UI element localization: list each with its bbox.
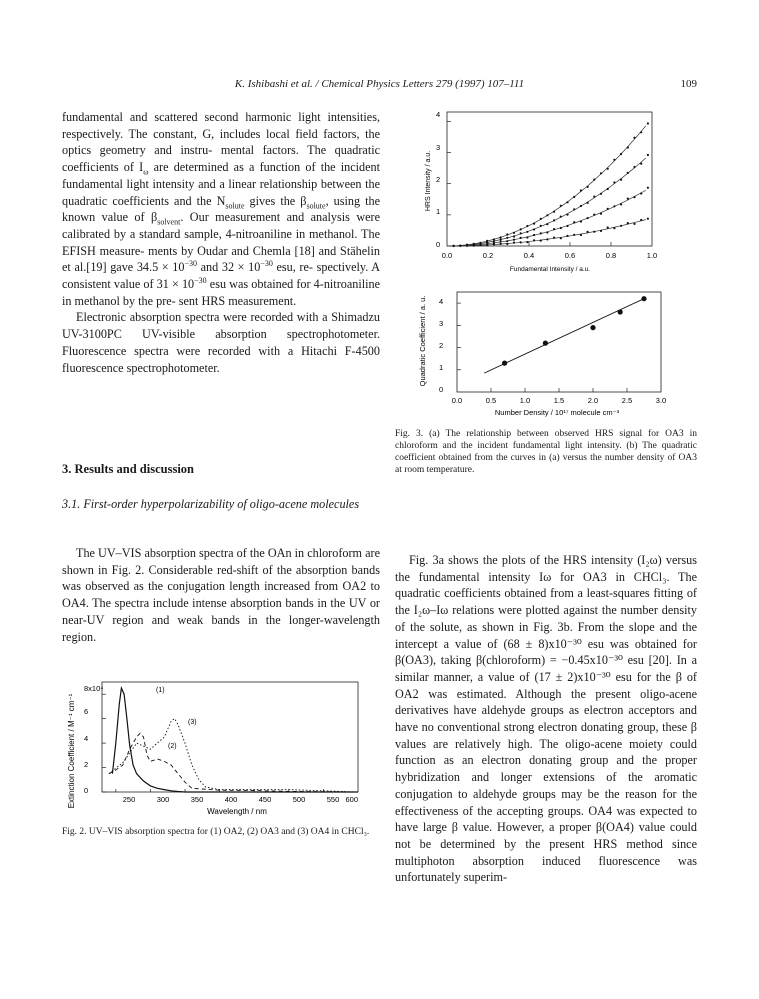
fig3b-xtick: 1.5 bbox=[553, 396, 565, 405]
fig2-xtick: 550 bbox=[326, 795, 340, 804]
fig3a-point bbox=[613, 181, 615, 183]
running-header bbox=[0, 78, 759, 94]
fig3b-ylabel: Quadratic Coefficient / a. u. bbox=[418, 295, 427, 387]
fig3a-chart bbox=[412, 106, 682, 276]
fig3a-point bbox=[553, 237, 555, 239]
fig2-xtick: 400 bbox=[224, 795, 238, 804]
fig3a-point bbox=[520, 228, 522, 230]
running-title: K. Ishibashi et al. / Chemical Physics Letters 279 (1997) 107–111 bbox=[234, 78, 525, 90]
fig3a-point bbox=[513, 232, 515, 234]
right-column-text bbox=[395, 552, 697, 886]
fig3a-point bbox=[640, 219, 642, 221]
fig2-xtick: 350 bbox=[190, 795, 204, 804]
fig3b-frame bbox=[457, 292, 661, 392]
fig3a-point bbox=[546, 238, 548, 240]
fig3a-point bbox=[513, 235, 515, 237]
fig2-chart bbox=[62, 676, 362, 826]
fig3a-point bbox=[513, 239, 515, 241]
fig3a-point bbox=[560, 227, 562, 229]
fig3a-point bbox=[506, 243, 508, 245]
fig3a-point bbox=[627, 198, 629, 200]
paragraph-methods: fundamental and scattered second harmonic light intensities, respectively. The constant, G, includes local field factors, the optics geometry and instru- mental factors. The quadratic coefficients of $I_\omega$ are determined as a function of the incident fundamental light intensity and a linear relationship between the quadratic coefficients and the $N_{solute}$ gives the $\beta_{solute}$, using the known value of $\beta_{solvent}$. Our measurement and analysis were calibrated by a standard sample, 4-nitroaniline in methanol. The EFISH measure- ments by Oudar and Chemla [18] and Stähelin et al.[19] gave $34.5 \times 10^{-30}$ and $32 \times 10^{-30}$ esu, re- spectively. A consistent value of $31 \times 10^{-30}$ esu was obtained for 4-nitroaniline in methanol by the pre- sent HRS measurement. bbox=[62, 110, 381, 308]
fig3a-point bbox=[580, 220, 582, 222]
fig3a-point bbox=[613, 159, 615, 161]
fig2-xtick: 300 bbox=[156, 795, 170, 804]
fig3a-point bbox=[520, 232, 522, 234]
fig3a-point bbox=[607, 208, 609, 210]
fig3a-point bbox=[500, 243, 502, 245]
paragraph-hrs-results: Fig. 3a shows the plots of the HRS intensity (I₂ω) versus the fundamental intensity Iω for OA3 in CHCl₃. The quadratic coefficients obtained from a least-squares fitting of the I₂ω–Iω relations were plotted against the number density of the solute, as shown in Fig. 3b. From the slope and the intercept a value of (68 ± 8)x10⁻³⁰ esu was obtained for β(OA3), taking β(chloroform) = −0.45x10⁻³⁰ esu [20]. In a similar manner, a value of (17 ± 2)x10⁻³⁰ esu for the β of OA2 was estimated. Although the present oligo-acene derivatives have aldehyde groups as electron acceptors and have no conventional strong electron donating group, these β values are relatively high. The oligo-acene moiety could function as an electron donating group and the proper hybridization and longer extensions of the aromatic conjugation to aldehyde groups may be the reason for the effectiveness of the accepting groups. OA4 was expected to have large β value. However, a proper β(OA4) value could not be determined by the present HRS method since multiphoton absorption induced fluorescence was unfortunately superim- bbox=[395, 553, 697, 885]
fig3a-point bbox=[566, 225, 568, 227]
fig2-label-3: (3) bbox=[188, 719, 197, 726]
fig2-xtick: 450 bbox=[258, 795, 272, 804]
fig2-label-2: (2) bbox=[168, 743, 177, 750]
fig3a-ylabel: HRS Intensity / a.u. bbox=[425, 150, 432, 212]
subsection-title: 3.1. First-order hyperpolarizability of oligo-acene molecules bbox=[62, 497, 360, 511]
fig2-ytick: 0 bbox=[84, 786, 89, 795]
fig3a-point bbox=[600, 213, 602, 215]
section-title: 3. Results and discussion bbox=[62, 462, 194, 476]
left-column-text bbox=[62, 109, 380, 376]
fig3a-point bbox=[500, 238, 502, 240]
fig2-caption: Fig. 2. UV–VIS absorption spectra for (1) OA2, (2) OA3 and (3) OA4 in CHCl₃. bbox=[62, 827, 370, 837]
fig3b-xtick: 2.0 bbox=[587, 396, 599, 405]
fig3a-point bbox=[627, 146, 629, 148]
fig3a-point bbox=[566, 214, 568, 216]
fig2-ytick: 6 bbox=[84, 707, 89, 716]
fig3a-point bbox=[633, 223, 635, 225]
fig3a-point bbox=[593, 214, 595, 216]
fig3b-chart bbox=[412, 286, 682, 420]
fig3b-xtick: 0.5 bbox=[485, 396, 497, 405]
fig3a-point bbox=[620, 225, 622, 227]
fig3b-xtick: 0.0 bbox=[451, 396, 463, 405]
fig3a-point bbox=[613, 205, 615, 207]
fig2-series-1 bbox=[112, 688, 358, 792]
fig3a-point bbox=[573, 196, 575, 198]
fig3a-point bbox=[647, 218, 649, 220]
fig3b-point bbox=[641, 296, 646, 301]
fig3a-point bbox=[647, 122, 649, 124]
fig3a-point bbox=[459, 245, 461, 247]
fig3a-point bbox=[580, 189, 582, 191]
fig3a-point bbox=[580, 205, 582, 207]
fig3a-point bbox=[553, 228, 555, 230]
fig3a-point bbox=[647, 187, 649, 189]
fig3a-point bbox=[620, 179, 622, 181]
fig3a-ytick: 4 bbox=[436, 110, 441, 119]
fig2-label-1: (1) bbox=[156, 687, 165, 694]
fig3a-point bbox=[620, 203, 622, 205]
fig3a-point bbox=[493, 243, 495, 245]
fig3a-point bbox=[580, 234, 582, 236]
fig3a-point bbox=[520, 237, 522, 239]
fig3a-point bbox=[627, 222, 629, 224]
fig3a-point bbox=[500, 240, 502, 242]
fig3a-point bbox=[560, 237, 562, 239]
fig3a-point bbox=[600, 193, 602, 195]
fig2-xlabel: Wavelength / nm bbox=[207, 807, 267, 816]
fig3a-point bbox=[566, 235, 568, 237]
fig3a-point bbox=[627, 172, 629, 174]
fig3a-ytick: 2 bbox=[436, 175, 441, 184]
fig2-xtick: 250 bbox=[122, 795, 136, 804]
fig3a-point bbox=[479, 244, 481, 246]
fig3a-point bbox=[526, 241, 528, 243]
fig3a-xtick: 0.2 bbox=[482, 251, 494, 260]
page-number: 109 bbox=[680, 78, 697, 90]
fig3a-point bbox=[533, 228, 535, 230]
fig3a-point bbox=[546, 231, 548, 233]
fig3a-point bbox=[553, 211, 555, 213]
fig3a-point bbox=[466, 245, 468, 247]
fig2-ylabel: Extinction Coefficient / M⁻¹ cm⁻¹ bbox=[67, 693, 76, 809]
fig3a-point bbox=[633, 196, 635, 198]
fig3b-point bbox=[502, 361, 507, 366]
fig3a-point bbox=[593, 196, 595, 198]
fig2-ytick-top: 8x10⁴ bbox=[84, 684, 104, 693]
fig3a-point bbox=[520, 241, 522, 243]
fig3a-point bbox=[593, 179, 595, 181]
fig3a-point bbox=[633, 166, 635, 168]
fig3a-point bbox=[640, 192, 642, 194]
fig3a-point bbox=[613, 227, 615, 229]
fig3a-point bbox=[640, 131, 642, 133]
fig3a-point bbox=[607, 226, 609, 228]
fig3b-ytick: 4 bbox=[439, 297, 444, 306]
fig3a-xtick: 0.6 bbox=[564, 251, 576, 260]
fig3a-point bbox=[526, 225, 528, 227]
fig3a-point bbox=[587, 217, 589, 219]
fig3b-point bbox=[543, 341, 548, 346]
fig2-ytick: 2 bbox=[84, 760, 89, 769]
fig3a-point bbox=[526, 236, 528, 238]
fig3-caption: Fig. 3. (a) The relationship between observed HRS signal for OA3 in chloroform and the incident fundamental light intensity. (b) The quadratic coefficient obtained from the curves in (a) versus the number density of OA3 at room temperature. bbox=[395, 429, 697, 475]
fig3a-point bbox=[540, 232, 542, 234]
fig3a-point bbox=[633, 137, 635, 139]
fig2-ytick: 4 bbox=[84, 734, 89, 743]
fig3a-point bbox=[506, 237, 508, 239]
fig3a-point bbox=[546, 214, 548, 216]
fig3a-point bbox=[533, 234, 535, 236]
fig3a-point bbox=[587, 186, 589, 188]
fig3b-xtick: 2.5 bbox=[621, 396, 633, 405]
fig3a-point bbox=[620, 153, 622, 155]
fig3a-xtick: 1.0 bbox=[646, 251, 658, 260]
fig3b-ytick: 3 bbox=[439, 319, 444, 328]
fig3a-xtick: 0.4 bbox=[523, 251, 535, 260]
fig3a-point bbox=[573, 234, 575, 236]
fig2-frame bbox=[102, 682, 358, 792]
fig3a-point bbox=[647, 154, 649, 156]
fig3a-point bbox=[540, 225, 542, 227]
fig3a-xtick: 0.8 bbox=[605, 251, 617, 260]
fig3a-point bbox=[593, 231, 595, 233]
fig3a-point bbox=[573, 221, 575, 223]
fig3a-point bbox=[600, 230, 602, 232]
fig2-series-3 bbox=[109, 719, 358, 792]
fig3a-point bbox=[600, 172, 602, 174]
fig3b-ytick: 0 bbox=[439, 385, 444, 394]
fig3a-ytick: 0 bbox=[436, 240, 441, 249]
fig2-xtick: 500 bbox=[292, 795, 306, 804]
fig3a-point bbox=[560, 205, 562, 207]
fig3a-ytick: 3 bbox=[436, 143, 441, 152]
fig3a-ytick: 1 bbox=[436, 207, 441, 216]
fig3a-fit-curve bbox=[447, 126, 646, 246]
fig3a-point bbox=[493, 238, 495, 240]
fig3b-xtick: 3.0 bbox=[655, 396, 667, 405]
fig3a-xlabel: Fundamental Intensity / a.u. bbox=[509, 266, 591, 273]
fig3b-xtick: 1.0 bbox=[519, 396, 531, 405]
fig3a-point bbox=[540, 218, 542, 220]
fig3a-point bbox=[486, 244, 488, 246]
fig3a-point bbox=[587, 202, 589, 204]
fig3b-point bbox=[590, 325, 595, 330]
fig3b-point bbox=[618, 309, 623, 314]
fig3b-ytick: 2 bbox=[439, 341, 444, 350]
fig3a-point bbox=[453, 245, 455, 247]
fig3a-point bbox=[533, 223, 535, 225]
fig3a-point bbox=[560, 216, 562, 218]
fig3a-point bbox=[506, 233, 508, 235]
fig3a-point bbox=[540, 240, 542, 242]
fig3a-point bbox=[587, 231, 589, 233]
fig3a-point bbox=[506, 240, 508, 242]
fig3a-point bbox=[640, 163, 642, 165]
fig3a-point bbox=[513, 242, 515, 244]
fig3a-point bbox=[526, 231, 528, 233]
fig3a-point bbox=[566, 201, 568, 203]
paragraph-spectra-instruments: Electronic absorption spectra were recorded with a Shimadzu UV-3100PC UV-visible absorption spectrophotometer. Fluorescence spectra were recorded with a Hitachi F-4500 fluorescence spectrophotometer. bbox=[62, 310, 380, 375]
fig3a-fit-curve bbox=[447, 190, 646, 246]
fig3a-point bbox=[607, 168, 609, 170]
fig3a-point bbox=[607, 188, 609, 190]
fig3b-ytick: 1 bbox=[439, 363, 444, 372]
fig3a-point bbox=[500, 236, 502, 238]
paragraph-uv-vis: The UV–VIS absorption spectra of the OAn in chloroform are shown in Fig. 2. Considerable red-shift of the absorption bands was observed as the conjugation length increased from OA2 to OA4. The spectra include intense absorption bands in the UV or near-UV region and weak bands in the longer-wavelength region. bbox=[62, 546, 380, 644]
fig2-xtick: 600 bbox=[345, 795, 358, 804]
fig3a-point bbox=[546, 223, 548, 225]
fig3a-point bbox=[553, 219, 555, 221]
fig3b-xlabel: Number Density / 10¹⁷ molecule cm⁻³ bbox=[494, 408, 620, 417]
fig3a-point bbox=[573, 208, 575, 210]
fig3a-point bbox=[533, 239, 535, 241]
fig3a-point bbox=[473, 245, 475, 247]
fig3a-xtick: 0.0 bbox=[441, 251, 453, 260]
